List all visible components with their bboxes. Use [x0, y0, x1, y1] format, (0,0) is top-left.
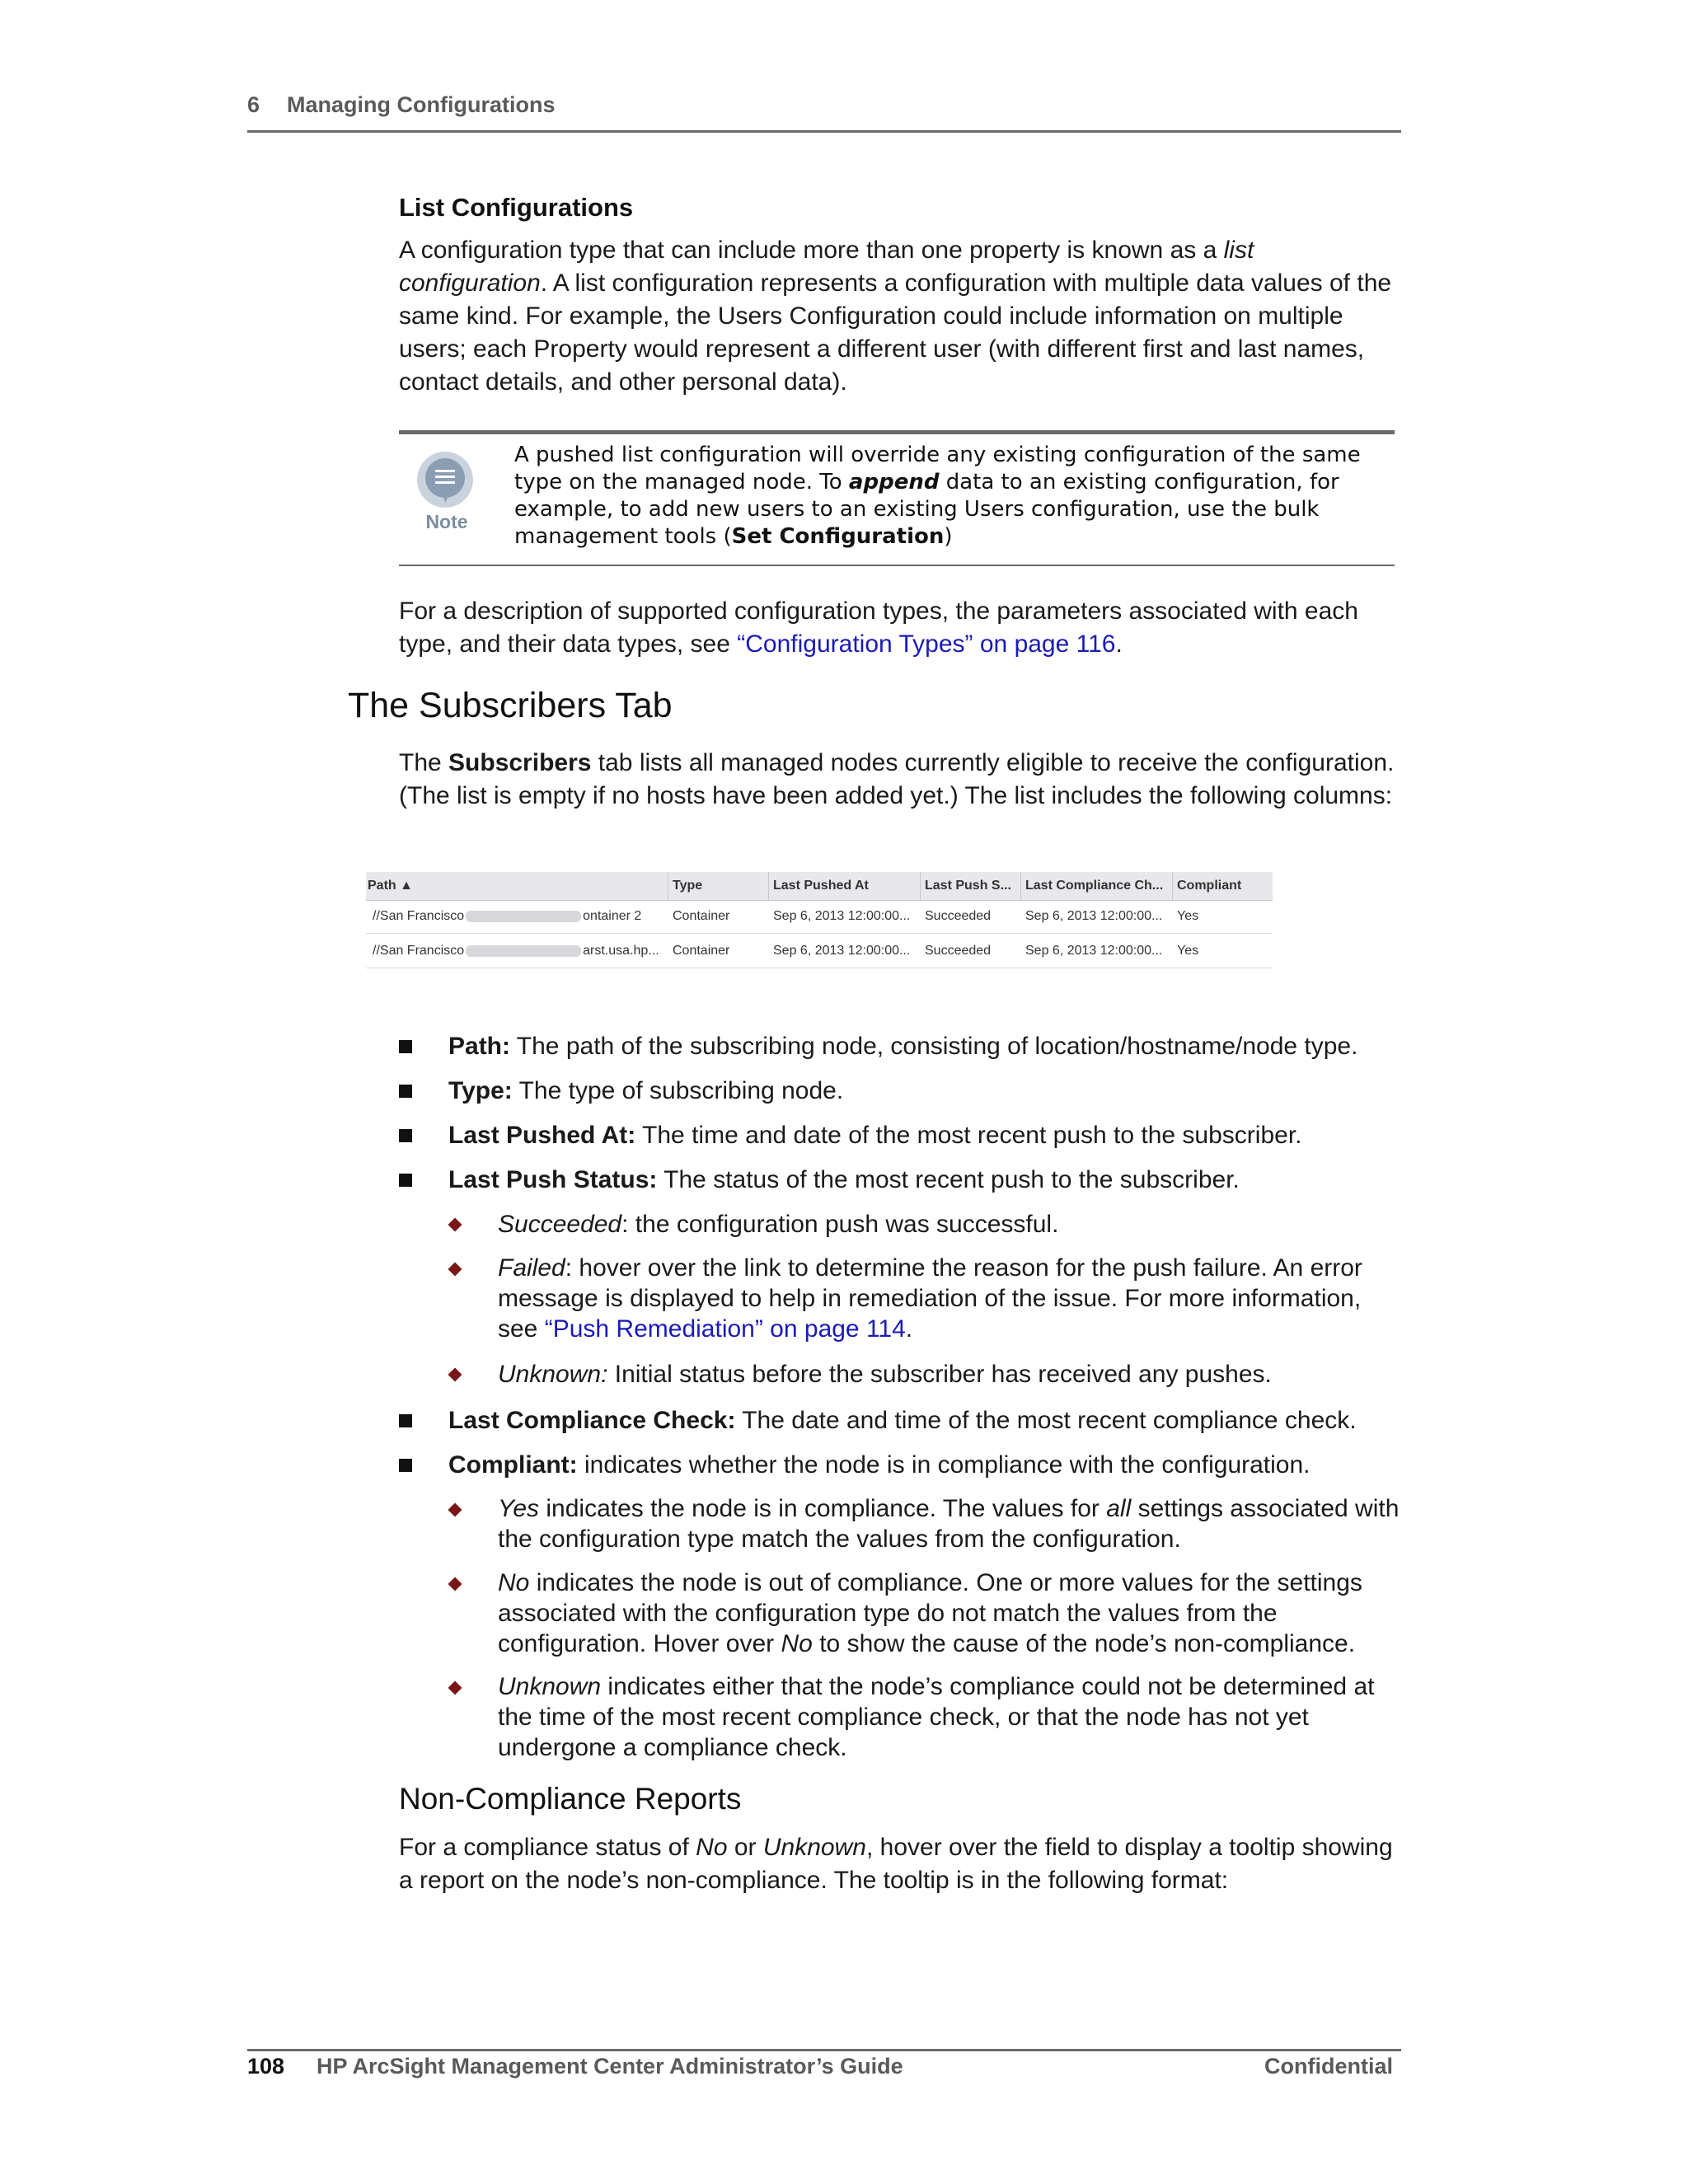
note-text: A pushed list configuration will override any existing configuration of the same type on the managed node. To append data to an existing configuration, for example, to add new users to an existing Users configuration, use the bulk management tools (Set Configuration) — [514, 443, 1361, 549]
subscribers-table — [366, 872, 1273, 971]
unknown-compliance-subbullet: Unknown indicates either that the node’s compliance could not be determined at the time of the most recent compliance check, or that the node has not yet undergone a compliance check. — [498, 1673, 1375, 1761]
config-types-paragraph: For a description of supported configuration types, the parameters associated with each type, and their data types, see “Configuration Types” on page 116. — [399, 598, 1358, 658]
subscribers-intro-paragraph: The Subscribers tab lists all managed nodes currently eligible to receive the configuration. (The list is empty if no hosts have been added yet.) The list includes the following columns: — [399, 749, 1395, 809]
last-compliance-check-bullet: Last Compliance Check: The date and time of the most recent compliance check. — [448, 1407, 1357, 1434]
col-type-header[interactable]: Type — [673, 879, 703, 893]
table-row[interactable] — [366, 900, 1273, 934]
chapter-title: Managing Configurations — [287, 92, 556, 117]
row-compliant-cell[interactable]: Yes — [1177, 944, 1199, 958]
col-last-pushed-at-header[interactable]: Last Pushed At — [773, 879, 869, 893]
row-compliant-cell[interactable]: Yes — [1177, 909, 1199, 923]
non-compliance-paragraph: For a compliance status of No or Unknown, hover over the field to display a tooltip showing a report on the node’s non-compliance. The tooltip is in the following format: — [399, 1834, 1393, 1894]
row-path-cell: //San Francisco arst.usa.hp... — [373, 944, 659, 958]
note-label: Note — [425, 511, 468, 532]
chapter-number: 6 — [247, 92, 260, 117]
non-compliance-reports-heading: Non-Compliance Reports — [399, 1782, 742, 1816]
table-header — [366, 872, 1273, 901]
list-configurations-heading: List Configurations — [399, 193, 634, 222]
square-bullet-icon — [399, 1459, 412, 1472]
push-remediation-link[interactable]: “Push Remediation” on page 114 — [544, 1315, 906, 1343]
footer-rule — [247, 2049, 1401, 2051]
col-path-header[interactable]: Path ▲ — [368, 879, 413, 893]
guide-title: HP ArcSight Management Center Administrator’s Guide — [316, 2054, 903, 2079]
row-compliance-check-cell: Sep 6, 2013 12:00:00... — [1025, 944, 1163, 958]
failed-subbullet: Failed: hover over the link to determine the reason for the push failure. An error message is displayed to help in remediation of the issue. For more information, see “Push Remediation” on page 114. — [498, 1254, 1362, 1343]
path-bullet: Path: The path of the subscribing node, consisting of location/hostname/node type. — [448, 1033, 1358, 1060]
diamond-bullet-icon — [448, 1577, 462, 1591]
square-bullet-icon — [399, 1040, 412, 1053]
note-speech-bubble-icon — [414, 450, 476, 513]
row-compliance-check-cell: Sep 6, 2013 12:00:00... — [1025, 909, 1163, 923]
row-last-pushed-cell: Sep 6, 2013 12:00:00... — [773, 909, 911, 923]
no-subbullet: No indicates the node is out of compliance. One or more values for the settings associated with the configuration type do not match the values from the configuration. Hover over No to show the cause of the node’s non-compliance. — [498, 1569, 1362, 1657]
list-configurations-paragraph: A configuration type that can include more than one property is known as a list configuration. A list configuration represents a configuration with multiple data values of the same kind. For example, the Users Configuration could include information on multiple users; each Property would represent a different user (with different first and last names, contact details, and other personal data). — [399, 237, 1392, 396]
config-types-link[interactable]: “Configuration Types” on page 116 — [737, 630, 1116, 658]
unknown-subbullet: Unknown: Initial status before the subscriber has received any pushes. — [498, 1361, 1272, 1388]
row-push-status-cell[interactable]: Succeeded — [925, 909, 992, 923]
square-bullet-icon — [399, 1085, 412, 1098]
col-compliant-header[interactable]: Compliant — [1177, 879, 1242, 893]
diamond-bullet-icon — [448, 1218, 462, 1232]
square-bullet-icon — [399, 1129, 412, 1142]
table-row[interactable] — [366, 935, 1273, 968]
yes-subbullet: Yes indicates the node is in compliance. The values for all settings associated with the configuration type match the values from the configuration. — [498, 1495, 1400, 1553]
row-type-cell: Container — [673, 909, 730, 923]
row-push-status-cell[interactable]: Succeeded — [925, 944, 992, 958]
row-last-pushed-cell: Sep 6, 2013 12:00:00... — [773, 944, 911, 958]
succeeded-subbullet: Succeeded: the configuration push was successful. — [498, 1211, 1059, 1238]
note-bottom-rule — [399, 565, 1395, 566]
square-bullet-icon — [399, 1414, 412, 1427]
diamond-bullet-icon — [448, 1681, 462, 1695]
diamond-bullet-icon — [448, 1503, 462, 1517]
diamond-bullet-icon — [448, 1263, 462, 1277]
col-last-push-status-header[interactable]: Last Push S... — [925, 879, 1011, 893]
page-number: 108 — [247, 2054, 285, 2079]
compliant-bullet: Compliant: indicates whether the node is in compliance with the configuration. — [448, 1451, 1311, 1479]
row-path-cell: //San Francisco ontainer 2 — [373, 909, 642, 923]
last-pushed-at-bullet: Last Pushed At: The time and date of the most recent push to the subscriber. — [448, 1122, 1302, 1149]
note-top-rule — [399, 430, 1395, 434]
last-push-status-bullet: Last Push Status: The status of the most recent push to the subscriber. — [448, 1166, 1240, 1193]
square-bullet-icon — [399, 1174, 412, 1187]
diamond-bullet-icon — [448, 1368, 462, 1382]
confidential-label: Confidential — [1264, 2054, 1393, 2079]
col-last-compliance-check-header[interactable]: Last Compliance Ch... — [1025, 879, 1164, 893]
subscribers-tab-heading: The Subscribers Tab — [348, 686, 673, 725]
type-bullet: Type: The type of subscribing node. — [448, 1077, 844, 1104]
row-type-cell: Container — [673, 944, 730, 958]
